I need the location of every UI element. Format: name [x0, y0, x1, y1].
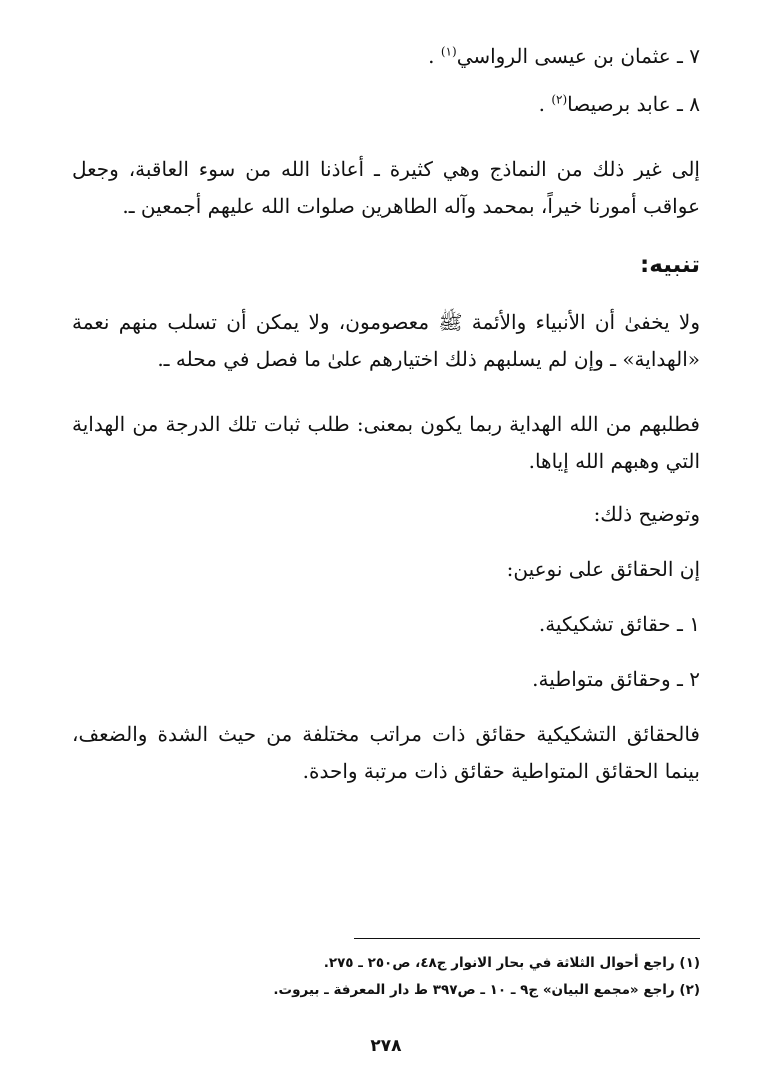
- paragraph: فالحقائق التشكيكية حقائق ذات مراتب مختلفة من حيث الشدة والضعف، بينما الحقائق المتواطية حقائق ذات مرتبة واحدة.: [72, 722, 700, 783]
- list-item-end: .: [538, 92, 552, 116]
- footnote-divider: [354, 938, 700, 939]
- page-body: [72, 38, 700, 1084]
- list-item: [72, 86, 700, 123]
- section-heading: تنبيه:: [640, 252, 700, 278]
- list-item-text: ٨ ـ عابد برصيصا: [567, 92, 700, 116]
- text-line: إن الحقائق على نوعين:: [506, 557, 700, 581]
- page-number: ٢٧٨: [370, 1036, 402, 1056]
- list-item: ١ ـ حقائق تشكيكية.: [538, 612, 700, 636]
- footnote-ref: (٢): [551, 92, 568, 107]
- list-item: [72, 38, 700, 75]
- paragraph: إلى غير ذلك من النماذج وهي كثيرة ـ أعاذنا الله من سوء العاقبة، وجعل عواقب أمورنا خيراً، بمحمد وآله الطاهرين صلوات الله عليهم أجمعين ـ.: [72, 157, 700, 218]
- list-item: ٢ ـ وحقائق متواطية.: [532, 667, 700, 691]
- text-line: وتوضيح ذلك:: [593, 502, 700, 526]
- paragraph: ولا يخفىٰ أن الأنبياء والأئمة ﷺ معصومون، ولا يمكن أن تسلب منهم نعمة «الهداية» ـ وإن لم يسلبهم ذلك اختيارهم علىٰ ما فصل في محله ـ.: [72, 310, 700, 371]
- footnotes: [72, 950, 700, 1004]
- list-item-end: .: [428, 44, 441, 68]
- paragraph: فطلبهم من الله الهداية ربما يكون بمعنى: طلب ثبات تلك الدرجة من الهداية التي وهبهم الله إياها.: [72, 412, 700, 473]
- footnote: (٢) راجع «مجمع البيان» ج٩ ـ ١٠ ـ ص٣٩٧ ط دار المعرفة ـ بيروت.: [273, 982, 700, 998]
- footnote: (١) راجع أحوال الثلاثة في بحار الانوار ج٤٨، ص٢٥٠ ـ ٢٧٥.: [323, 955, 700, 971]
- footnote-ref: (١): [440, 44, 457, 59]
- list-item-text: ٧ ـ عثمان بن عيسى الرواسي: [456, 44, 700, 68]
